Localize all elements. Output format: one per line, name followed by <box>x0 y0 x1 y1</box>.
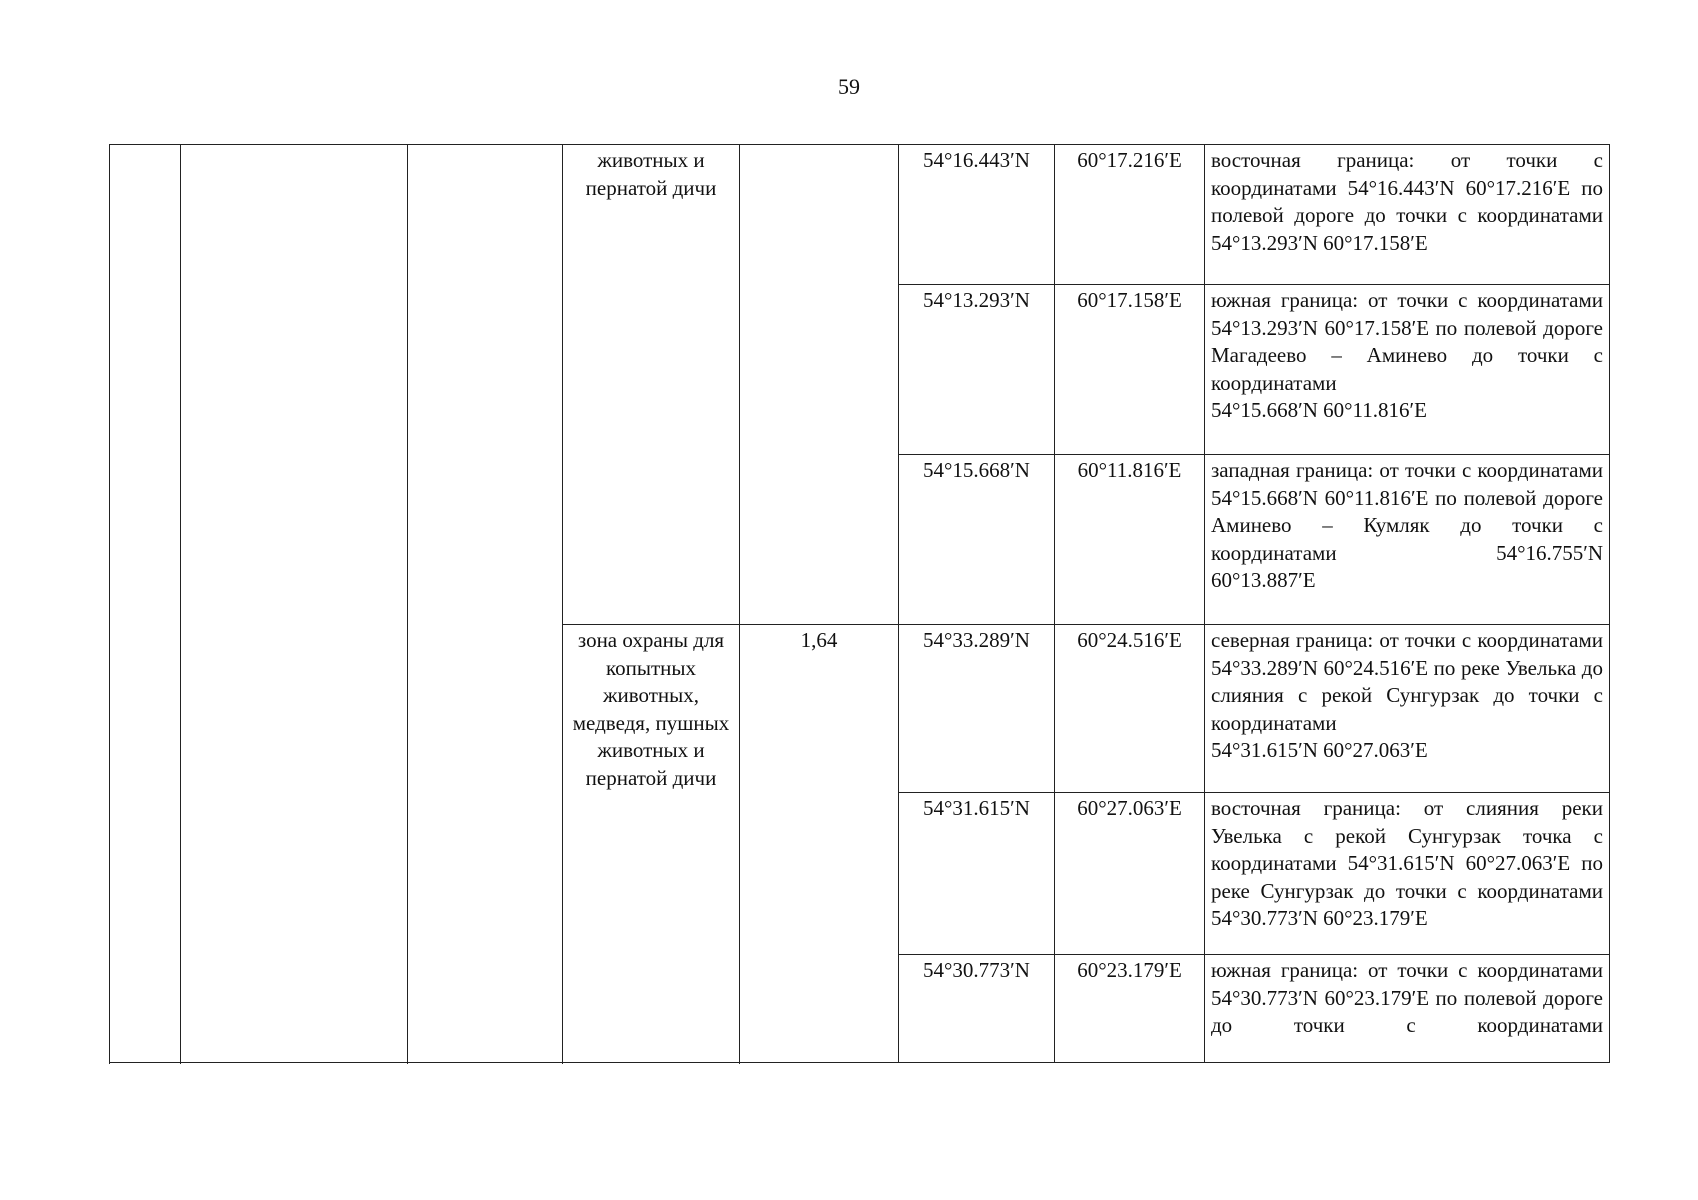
latitude-cell: 54°16.443′N <box>899 145 1055 285</box>
latitude-cell: 54°13.293′N <box>899 285 1055 455</box>
boundary-description-text: западная граница: от точки с координатами 54°15.668′N 60°11.816′E по полевой дороге Аминево – Кумляк до точки с координатами 54°16.755′N <box>1211 458 1603 565</box>
page-number: 59 <box>838 74 860 99</box>
longitude-cell: 60°17.158′E <box>1055 285 1205 455</box>
boundary-description-last-line: 54°30.773′N 60°23.179′E <box>1211 906 1428 930</box>
boundary-description-last-line: 60°13.887′E <box>1211 568 1316 592</box>
latitude-cell: 54°31.615′N <box>899 793 1055 955</box>
boundary-table <box>109 144 1610 1063</box>
longitude-cell: 60°23.179′E <box>1055 955 1205 1063</box>
boundary-description-last-line: 54°15.668′N 60°11.816′E <box>1211 398 1427 422</box>
boundary-description-cell <box>1205 455 1610 625</box>
zone-name-cell: животных и пернатой дичи <box>563 145 740 625</box>
col-1-cell <box>110 145 181 1063</box>
boundary-description-text: северная граница: от точки с координатами 54°33.289′N 60°24.516′E по реке Увелька до слияния с рекой Сунгурзак до точки с координатами <box>1211 628 1603 735</box>
longitude-cell: 60°27.063′E <box>1055 793 1205 955</box>
boundary-description-text: восточная граница: от слияния реки Увелька с рекой Сунгурзак точка с координатами 54°31.615′N 60°27.063′E по реке Сунгурзак до точки с координатами <box>1211 796 1603 903</box>
zone-area-cell <box>740 145 899 625</box>
boundary-description-cell <box>1205 793 1610 955</box>
boundary-description-last-line: 54°31.615′N 60°27.063′E <box>1211 738 1428 762</box>
boundary-description-last-line: 54°13.293′N 60°17.158′E <box>1211 230 1428 255</box>
boundary-description-cell <box>1205 625 1610 793</box>
latitude-cell: 54°33.289′N <box>899 625 1055 793</box>
longitude-cell: 60°24.516′E <box>1055 625 1205 793</box>
boundary-description-text: южная граница: от точки с координатами 54°13.293′N 60°17.158′E по полевой дороге Магадеево – Аминево до точки с координатами <box>1211 288 1603 395</box>
col-3-cell <box>408 145 563 1063</box>
boundary-description-cell <box>1205 145 1610 285</box>
latitude-cell: 54°30.773′N <box>899 955 1055 1063</box>
boundary-description-text: восточная граница: от точки с координатами 54°16.443′N 60°17.216′E по полевой дороге до точки с координатами <box>1211 148 1603 227</box>
latitude-cell: 54°15.668′N <box>899 455 1055 625</box>
zone-area-cell: 1,64 <box>740 625 899 1063</box>
boundary-description-cell <box>1205 285 1610 455</box>
col-2-cell <box>181 145 408 1063</box>
boundary-description-text: южная граница: от точки с координатами 54°30.773′N 60°23.179′E по полевой дороге до точки с координатами <box>1211 958 1603 1037</box>
table-row <box>110 145 1610 285</box>
boundary-description-cell <box>1205 955 1610 1063</box>
longitude-cell: 60°11.816′E <box>1055 455 1205 625</box>
zone-name-cell: зона охраны для копытных животных, медведя, пушных животных и пернатой дичи <box>563 625 740 1063</box>
longitude-cell: 60°17.216′E <box>1055 145 1205 285</box>
